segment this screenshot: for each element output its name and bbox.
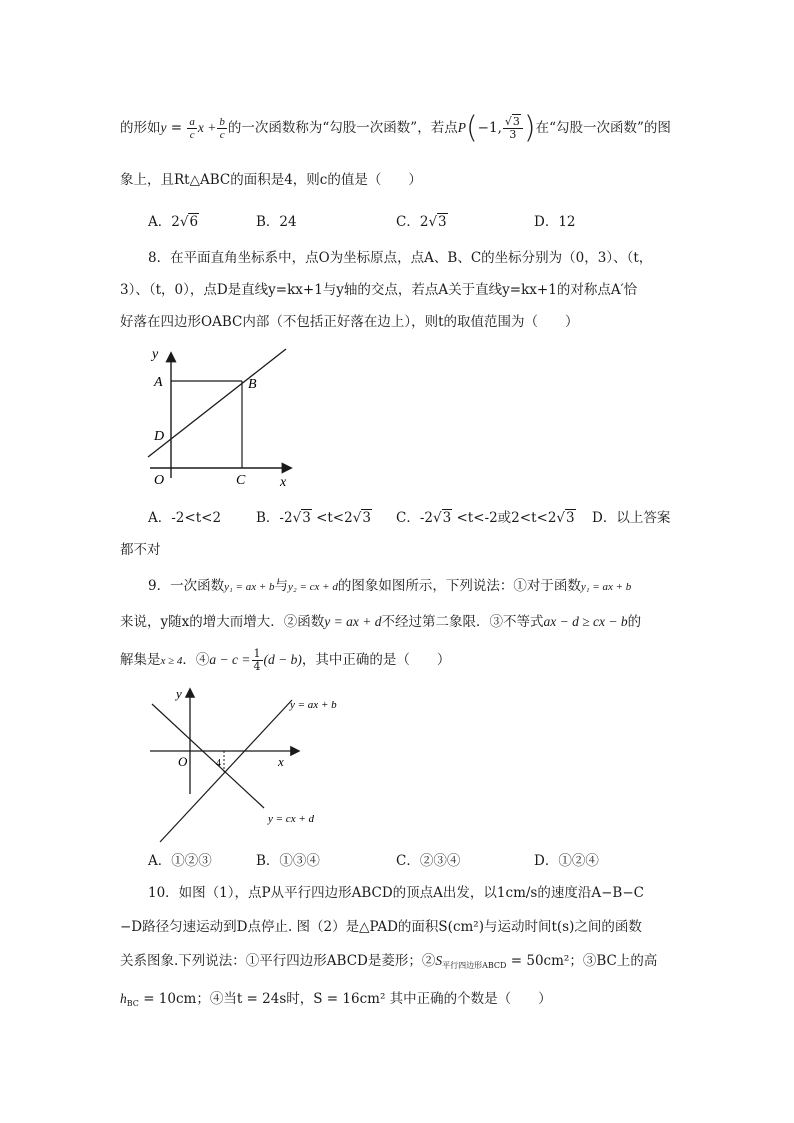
q7-option-b[interactable]: B．24 <box>256 214 297 230</box>
q8-figure <box>140 340 300 490</box>
q10-line-2: −D路径匀速运动到D点停止. 图（2）是△PAD的面积S(cm²)与运动时间t(s)之间的函数 <box>120 919 642 935</box>
q9-label-line2: y = cx + d <box>268 813 314 825</box>
q9-option-b[interactable]: B．①③④ <box>256 853 320 869</box>
q9-line-3: 解集是x ≥ 4．④a − c = $\frac{1}{4}$ (d − b)，其中正确的是（ ） <box>120 647 451 673</box>
q8-line-1: 8．在平面直角坐标系中，点O为坐标原点，点A、B、C的坐标分别为（0，3）、（t， <box>148 250 653 266</box>
q9-label-y: y <box>176 686 182 701</box>
q8-label-y: y <box>152 347 159 362</box>
q8-option-b[interactable]: B．-2√3 <t<2√3 <box>256 510 371 526</box>
q8-label-A: A <box>154 375 163 390</box>
q9-line-cx-d <box>152 704 264 808</box>
q9-figure <box>140 682 350 847</box>
q9-line-2: 来说，y随x的增大而增大．②函数y = ax + d不经过第二象限．③不等式ax − d ≥ cx − b的 <box>120 614 642 630</box>
q7-line-2: 象上，且Rt△ABC的面积是4，则c的值是（ ） <box>120 172 422 188</box>
q10-line-1: 10．如图（1），点P从平行四边形ABCD的顶点A出发，以1cm/s的速度沿A−B−C <box>148 885 644 901</box>
q7-option-c[interactable]: C．2√3 <box>396 214 447 230</box>
q8-option-a[interactable]: A．-2<t<2 <box>148 510 222 526</box>
q7-option-a[interactable]: A．2√6 <box>148 214 199 230</box>
fraction-b-over-c: $\frac{b}{c}$ <box>219 116 225 141</box>
q9-label-4: 4 <box>216 758 221 769</box>
q8-line-kx1 <box>148 349 286 457</box>
q10-line-3: 关系图象.下列说法：①平行四边形ABCD是菱形；$②S_{平行四边形ABCD} = 50cm^2$；③BC上的高 <box>120 953 658 970</box>
q8-option-d-cont: 都不对 <box>120 542 161 558</box>
point-P: P <box>457 120 466 135</box>
q9-option-c[interactable]: C．②③④ <box>396 853 461 869</box>
q9-option-d[interactable]: D．①②④ <box>534 853 599 869</box>
q8-label-x: x <box>280 475 287 490</box>
q9-line-1: 9．一次函数y₁ = ax + b与y₂ = cx + d的图象如图所示，下列说法：①对于函数y₁ = ax + b <box>148 578 632 594</box>
q7-option-d[interactable]: D．12 <box>534 214 576 230</box>
q8-label-B: B <box>248 377 257 392</box>
q8-option-d[interactable]: D．以上答案 <box>592 510 671 526</box>
q8-label-C: C <box>236 473 246 488</box>
q8-line-3: 好落在四边形OABC内部（不包括正好落在边上），则t的取值范围为（ ） <box>120 314 579 330</box>
q9-option-a[interactable]: A．①②③ <box>148 853 212 869</box>
q8-label-D: D <box>154 429 165 444</box>
q8-option-c[interactable]: C．-2√3 <t<-2或2<t<2√3 <box>396 510 575 526</box>
fraction-sqrt3-over-3: $\frac{√3}{3}$ <box>503 116 523 141</box>
q10-line-4: $h_{BC} = 10cm$；④当t = 24s时，S = 16cm² 其中正确的个数是（ ） <box>120 991 552 1008</box>
eq-y: y <box>160 120 167 135</box>
q7-line-1: 的形如y = $\frac{a}{c}$ x + $\frac{b}{c}$ 的一次函数称为“勾股一次函数”，若点P(−1, $\frac{√3}{3}$ )在“勾股一次函数”的图 <box>120 110 671 146</box>
fraction-a-over-c: $\frac{a}{c}$ <box>189 116 195 141</box>
q9-label-O: O <box>178 754 188 769</box>
q9-label-line1: y = ax + b <box>290 699 337 711</box>
q9-label-x: x <box>278 754 284 769</box>
fraction-one-quarter: $\frac{1}{4}$ <box>253 647 261 673</box>
q8-label-O: O <box>154 473 165 488</box>
q8-line-2: 3）、（t，0），点D是直线y=kx+1与y轴的交点，若点A关于直线y=kx+1的对称点A′恰 <box>120 282 638 298</box>
